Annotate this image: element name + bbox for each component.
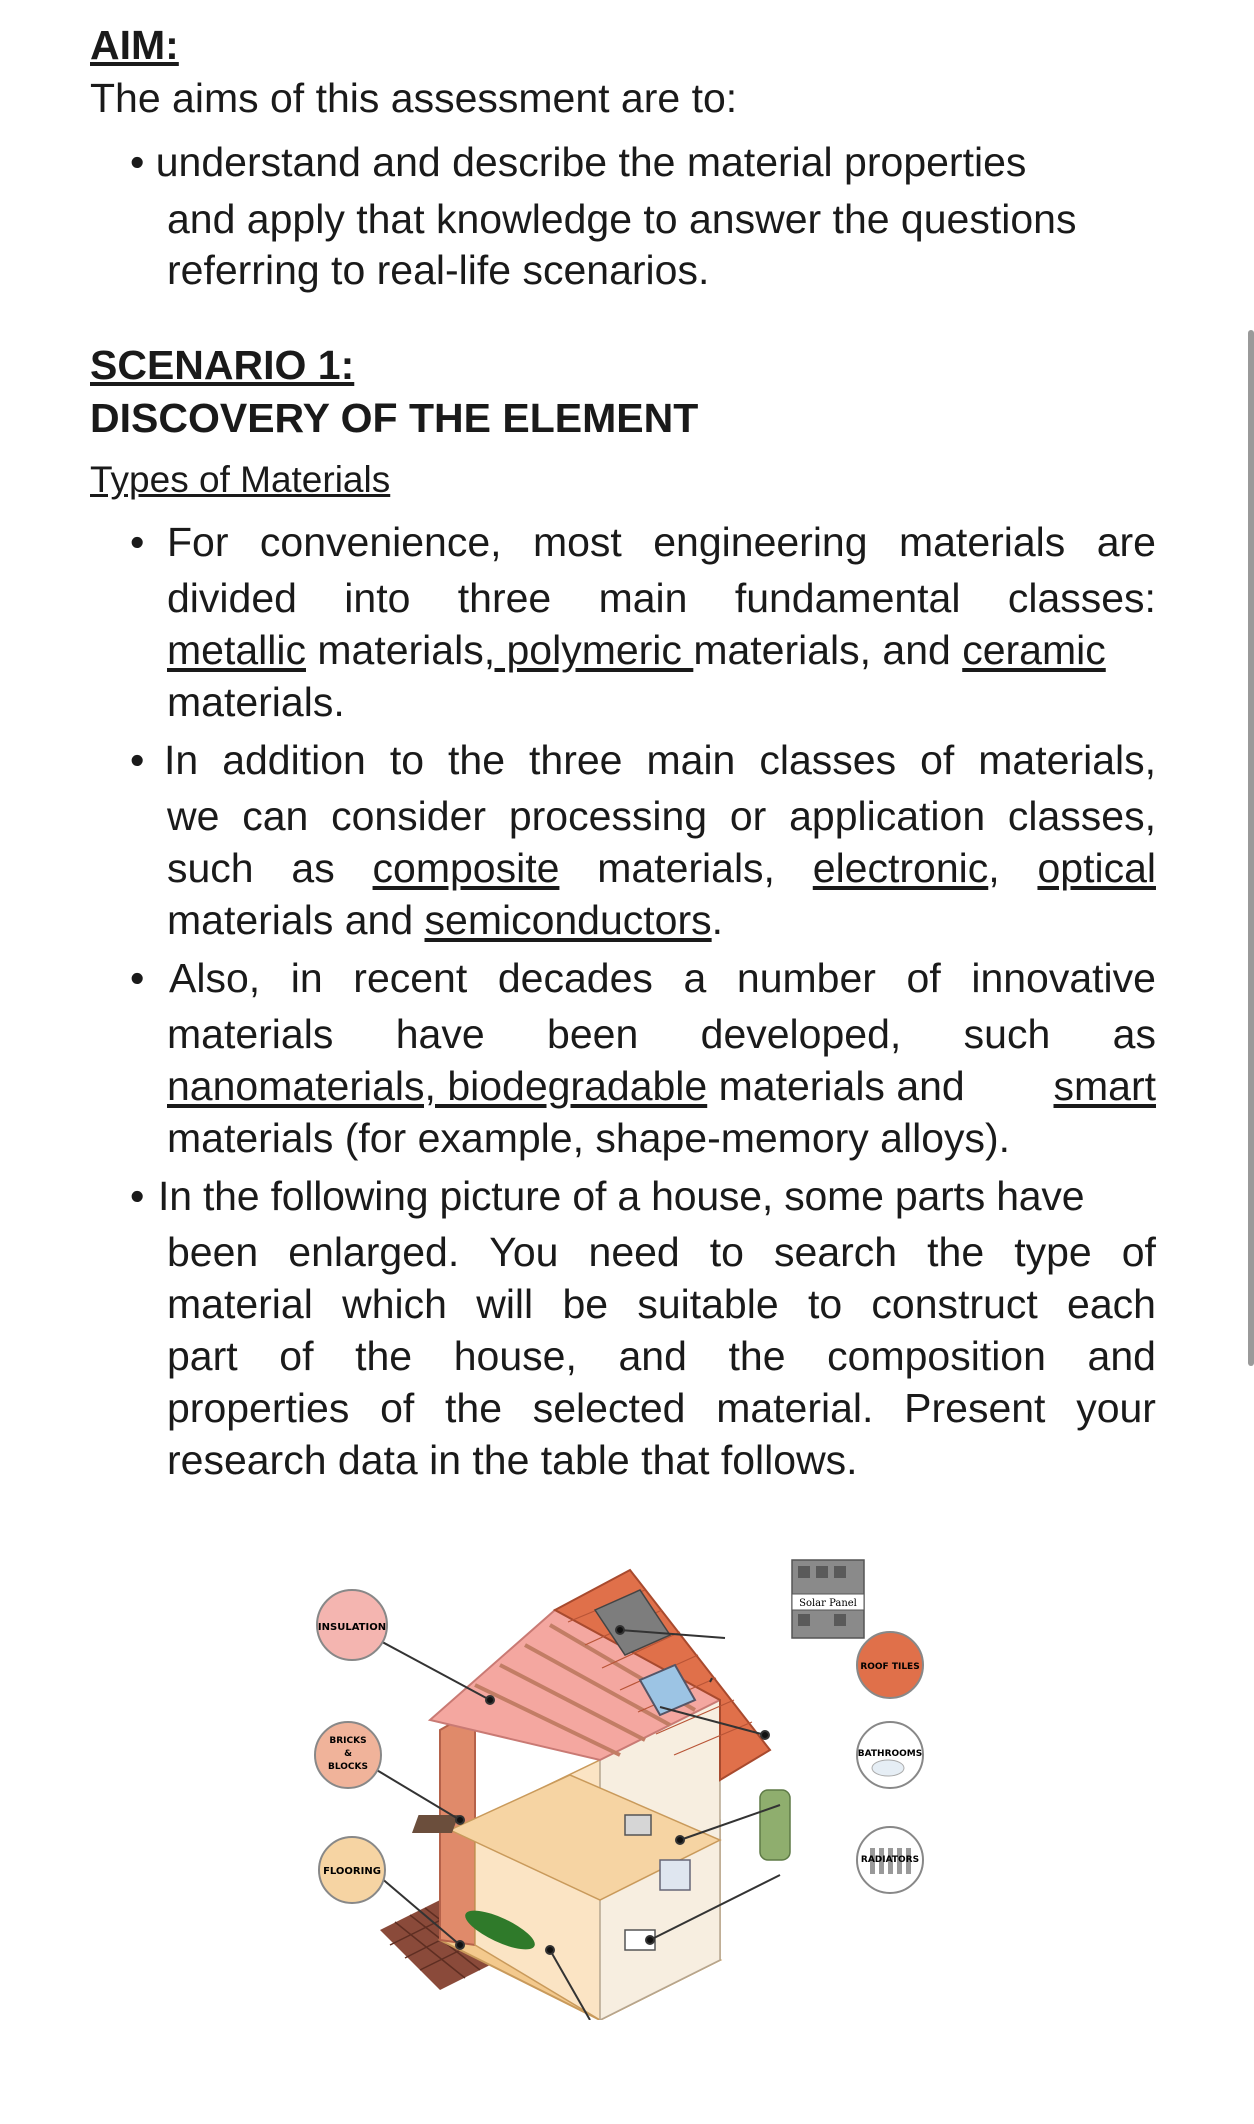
house-diagram (300, 1550, 950, 2020)
scrollbar[interactable] (1248, 330, 1254, 1366)
scenario-heading: SCENARIO 1: (90, 342, 355, 388)
svg-text:BATHROOMS: BATHROOMS (857, 1749, 923, 1759)
bullet-line: materials (for example, shape-memory alloys). (167, 1115, 1011, 1161)
callout-bricks-blocks (315, 1722, 381, 1788)
callout-roof-tiles (857, 1632, 923, 1698)
bullet-line: properties of the selected material. Present your (167, 1385, 1156, 1431)
svg-text:RADIATORS: RADIATORS (860, 1855, 920, 1865)
bullet-line: Also, in recent decades a number of innovative (169, 955, 1156, 1001)
bullet-line: For convenience, most engineering materials are (167, 519, 1156, 565)
bullet-dot: • (130, 955, 145, 1001)
bullet-line: In the following picture of a house, some parts have (158, 1173, 1085, 1219)
aim-bullet-line: and apply that knowledge to answer the questions (167, 196, 1077, 242)
scenario-title: DISCOVERY OF THE ELEMENT (90, 395, 699, 441)
callout-radiators (857, 1827, 923, 1893)
bullet-line: In addition to the three main classes of materials, (164, 737, 1156, 783)
bullet-line: part of the house, and the composition and (167, 1333, 1156, 1379)
svg-text:FLOORING: FLOORING (323, 1866, 381, 1877)
bullet-line: materials have been developed, such as (167, 1011, 1156, 1057)
bullet-line: materials. (167, 679, 345, 725)
aim-bullet-line: • understand and describe the material properties (130, 139, 1027, 185)
bullet-line: we can consider processing or application classes, (167, 793, 1156, 839)
bullet-dot: • (130, 737, 145, 783)
bullet-line: such as composite materials, electronic, optical (167, 845, 1156, 891)
bullet-line: divided into three main fundamental classes: (167, 575, 1156, 621)
bullet-line: material which will be suitable to construct each (167, 1281, 1156, 1327)
types-subheading: Types of Materials (90, 459, 391, 500)
svg-text:INSULATION: INSULATION (317, 1622, 387, 1633)
svg-text:&: & (344, 1749, 352, 1759)
bullet-dot: • (130, 1173, 145, 1219)
bullet-line: research data in the table that follows. (167, 1437, 858, 1483)
svg-text:ROOF TILES: ROOF TILES (860, 1662, 920, 1672)
svg-text:BRICKS: BRICKS (329, 1736, 367, 1746)
aim-heading: AIM: (90, 22, 179, 68)
callout-bathrooms (857, 1722, 923, 1788)
bullet-line: materials and semiconductors. (167, 897, 724, 943)
bullet-line: been enlarged. You need to search the type of (167, 1229, 1156, 1275)
house-illustration (300, 1550, 950, 2020)
bullet-dot: • (130, 519, 145, 565)
bullet-line: nanomaterials, biodegradable materials and smart (167, 1063, 1156, 1109)
bullet-line: metallic materials, polymeric materials, and ceramic (167, 627, 1106, 673)
callout-solar-panel (792, 1560, 864, 1638)
aim-bullet-line: referring to real-life scenarios. (167, 247, 710, 293)
aim-intro: The aims of this assessment are to: (90, 75, 738, 121)
svg-text:BLOCKS: BLOCKS (328, 1762, 368, 1772)
svg-text:Solar Panel: Solar Panel (799, 1598, 857, 1609)
callout-insulation (317, 1590, 387, 1660)
callout-flooring (319, 1837, 385, 1903)
